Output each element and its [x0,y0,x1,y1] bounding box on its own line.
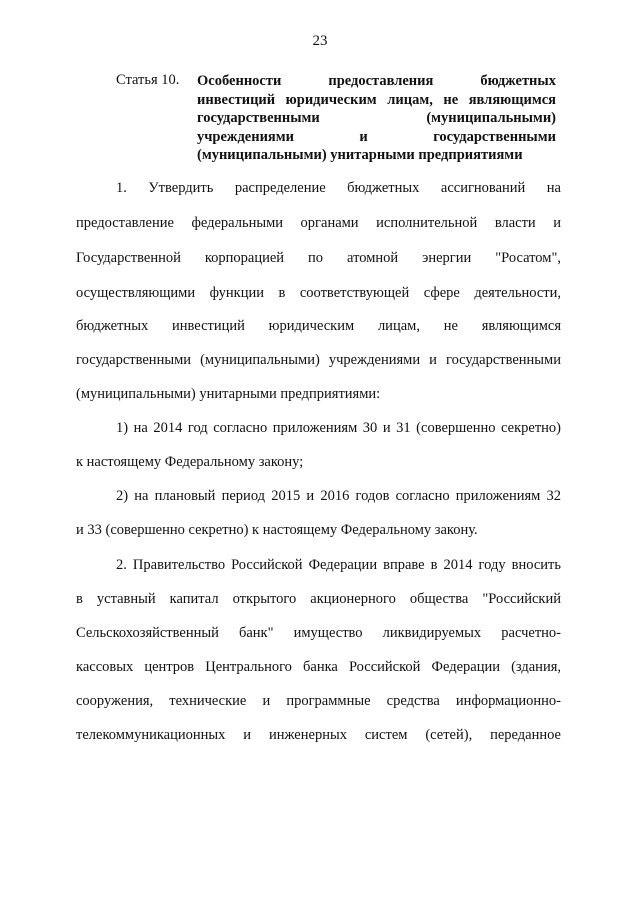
article-title-line: инвестиций юридическим лицам, не являющимся [197,91,556,108]
paragraph-1-line: 1. Утвердить распределение бюджетных ассигнований на [116,180,561,196]
list-item-1-line: к настоящему Федеральному закону; [76,454,304,470]
paragraph-2-line: Сельскохозяйственный банк" имущество ликвидируемых расчетно- [76,625,561,641]
list-item-1-line: 1) на 2014 год согласно приложениям 30 и 31 (совершенно секретно) [116,420,561,436]
paragraph-1-line: бюджетных инвестиций юридическим лицам, не являющимся [76,318,561,334]
paragraph-1-line: предоставление федеральными органами исполнительной власти и [76,215,561,231]
paragraph-1-line: государственными (муниципальными) учреждениями и государственными [76,352,561,368]
paragraph-2-line: кассовых центров Центрального банка Российской Федерации (здания, [76,659,561,675]
list-item-2-line: и 33 (совершенно секретно) к настоящему Федеральному закону. [76,522,478,538]
article-title-line: учреждениями и государственными [197,128,556,145]
list-item-2-line: 2) на плановый период 2015 и 2016 годов согласно приложениям 32 [116,488,561,504]
page-number: 23 [312,33,328,49]
paragraph-1-line: Государственной корпорацией по атомной энергии "Росатом", [76,250,561,266]
paragraph-1-line: осуществляющими функции в соответствующей сфере деятельности, [76,285,561,301]
article-title [197,72,556,165]
article-title-line: Особенности предоставления бюджетных [197,73,556,89]
paragraph-2-line: в уставный капитал открытого акционерного общества "Российский [76,591,561,607]
article-title-line: государственными (муниципальными) [197,110,556,127]
paragraph-2-line: телекоммуникационных и инженерных систем (сетей), переданное [76,727,561,743]
paragraph-2-line: 2. Правительство Российской Федерации вправе в 2014 году вносить [116,557,561,573]
article-title-line: (муниципальными) унитарными предприятиями [197,147,523,164]
paragraph-2-line: сооружения, технические и программные средства информационно- [76,693,561,709]
article-label: Статья 10. [116,72,180,88]
paragraph-1-line: (муниципальными) унитарными предприятиями: [76,386,381,402]
